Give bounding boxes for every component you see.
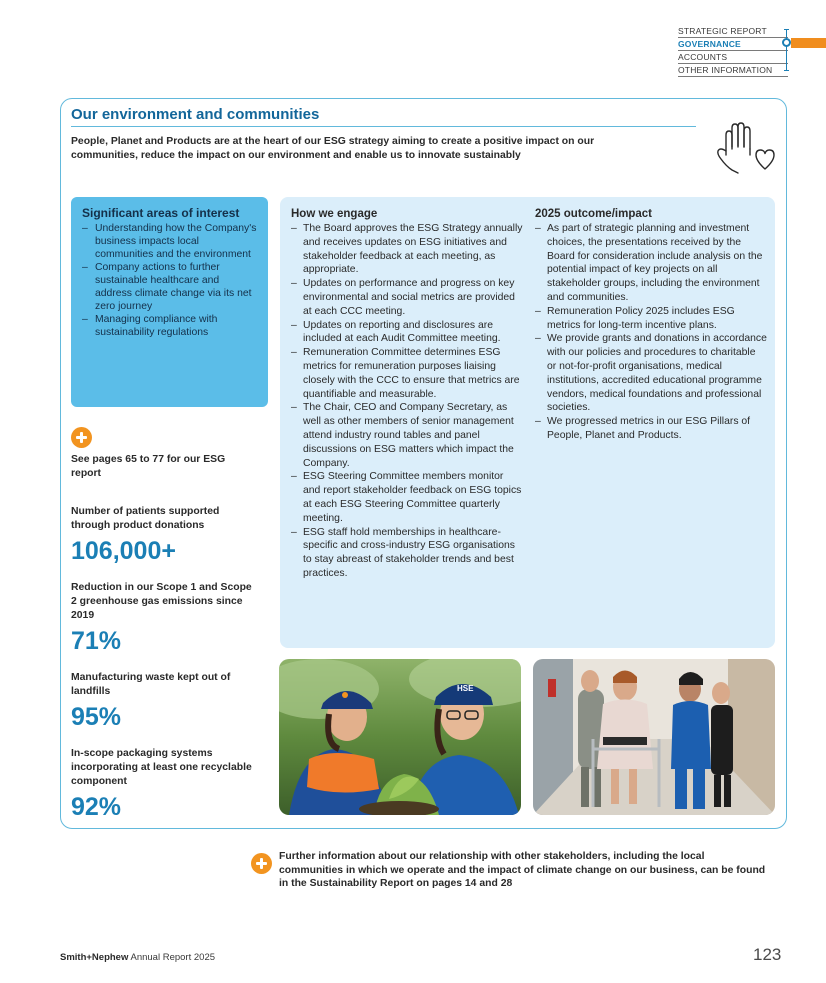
list-item: – ESG Steering Committee members monitor and report stakeholder feedback on ESG topics at each ESG Steering Committee quarterly meeting. [291,470,523,525]
section-intro: People, Planet and Products are at the heart of our ESG strategy aiming to create a positive impact on our communities, reduce the impact on our environment and enable us to innovate sustainably [71,136,595,161]
footer-report-title [60,952,215,963]
significant-areas-box [71,197,268,407]
nav-other-information[interactable]: OTHER INFORMATION [678,64,788,77]
stat-label-emissions: Reduction in our Scope 1 and Scope 2 greenhouse gas emissions since 2019 [71,582,252,621]
list-item: – Company actions to further sustainable healthcare and address climate change via its net zero journey [82,261,258,313]
list-item: – Updates on reporting and disclosures are included at each Audit Committee meeting. [291,319,523,347]
esg-report-link[interactable]: See pages 65 to 77 for our ESG report [71,454,226,479]
how-we-engage-list [291,222,523,581]
list-item: – Remuneration Policy 2025 includes ESG metrics for long-term incentive plans. [535,305,767,333]
photo-patient-rehabilitation [533,659,775,815]
plus-icon[interactable] [251,853,272,874]
list-item: – As part of strategic planning and investment choices, the presentations received by the Board for consideration include analysis on the potential impact of key projects on all stakeholder groups, including the environment and communities. [535,222,767,305]
nav-tick [784,29,789,30]
nav-indicator-line [786,29,787,71]
section-navigation [678,25,788,77]
nav-governance[interactable]: GOVERNANCE [678,38,788,51]
nav-strategic-report[interactable]: STRATEGIC REPORT [678,25,788,38]
nav-tick [784,70,789,71]
list-item: – We provide grants and donations in accordance with our policies and procedures to charitable or not-for-profit organisations, medical institutions, accredited educational programme vendors, medical foundations and professional societies. [535,332,767,415]
list-item: – Updates on performance and progress on key environmental and social metrics are provided at each CCC meeting. [291,277,523,318]
list-item: – The Board approves the ESG Strategy annually and receives updates on ESG initiatives and stakeholder feedback at each meeting, as appropriate. [291,222,523,277]
further-information-note: Further information about our relationship with other stakeholders, including the local communities in which we operate and the impact of climate change on our business, can be found in the Sustainability Report on pages 14 and 28 [279,851,766,889]
nav-active-dot [782,38,791,47]
stat-value-packaging: 92% [71,793,122,821]
stat-label-packaging: In-scope packaging systems incorporating at least one recyclable component [71,748,252,787]
list-item: – The Chair, CEO and Company Secretary, as well as other members of senior management attend industry round tables and panel discussions on ESG matters which impact the Company. [291,401,523,470]
outcome-title: 2025 outcome/impact [535,208,652,220]
outcome-list [535,222,767,443]
section-title: Our environment and communities [71,106,320,123]
significant-areas-title: Significant areas of interest [82,206,240,220]
footer-report-name: Annual Report 2025 [130,952,216,963]
list-item: – Remuneration Committee determines ESG metrics for remuneration purposes liaising closely with the CCC to ensure that metrics are quantifiable and measurable. [291,346,523,401]
photo-volunteers-planting [279,659,521,815]
cap-logo-text: HSE [457,684,474,693]
nav-accounts[interactable]: ACCOUNTS [678,51,788,64]
how-we-engage-title: How we engage [291,208,378,220]
footer-brand: Smith+Nephew [60,952,129,963]
plus-icon[interactable] [71,427,92,448]
outcome-column [535,207,767,443]
hand-heart-icon [712,121,776,177]
stat-label-waste: Manufacturing waste kept out of landfills [71,672,231,697]
list-item: – ESG staff hold memberships in healthcare-specific and cross-industry ESG organisations to stay abreast of stakeholder trends and best practices. [291,526,523,581]
page-number: 123 [753,945,782,964]
nav-active-bar [791,38,826,48]
stat-value-emissions: 71% [71,627,122,655]
stat-value-patients: 106,000+ [71,537,176,565]
stat-value-waste: 95% [71,703,122,731]
how-we-engage-column [291,207,523,581]
list-item: – Managing compliance with sustainability regulations [82,313,258,339]
list-item: – Understanding how the Company's business impacts local communities and the environment [82,222,258,261]
stat-label-patients: Number of patients supported through product donations [71,506,220,531]
list-item: – We progressed metrics in our ESG Pillars of People, Planet and Products. [535,415,767,443]
significant-areas-list [82,222,258,339]
title-divider [71,126,696,127]
